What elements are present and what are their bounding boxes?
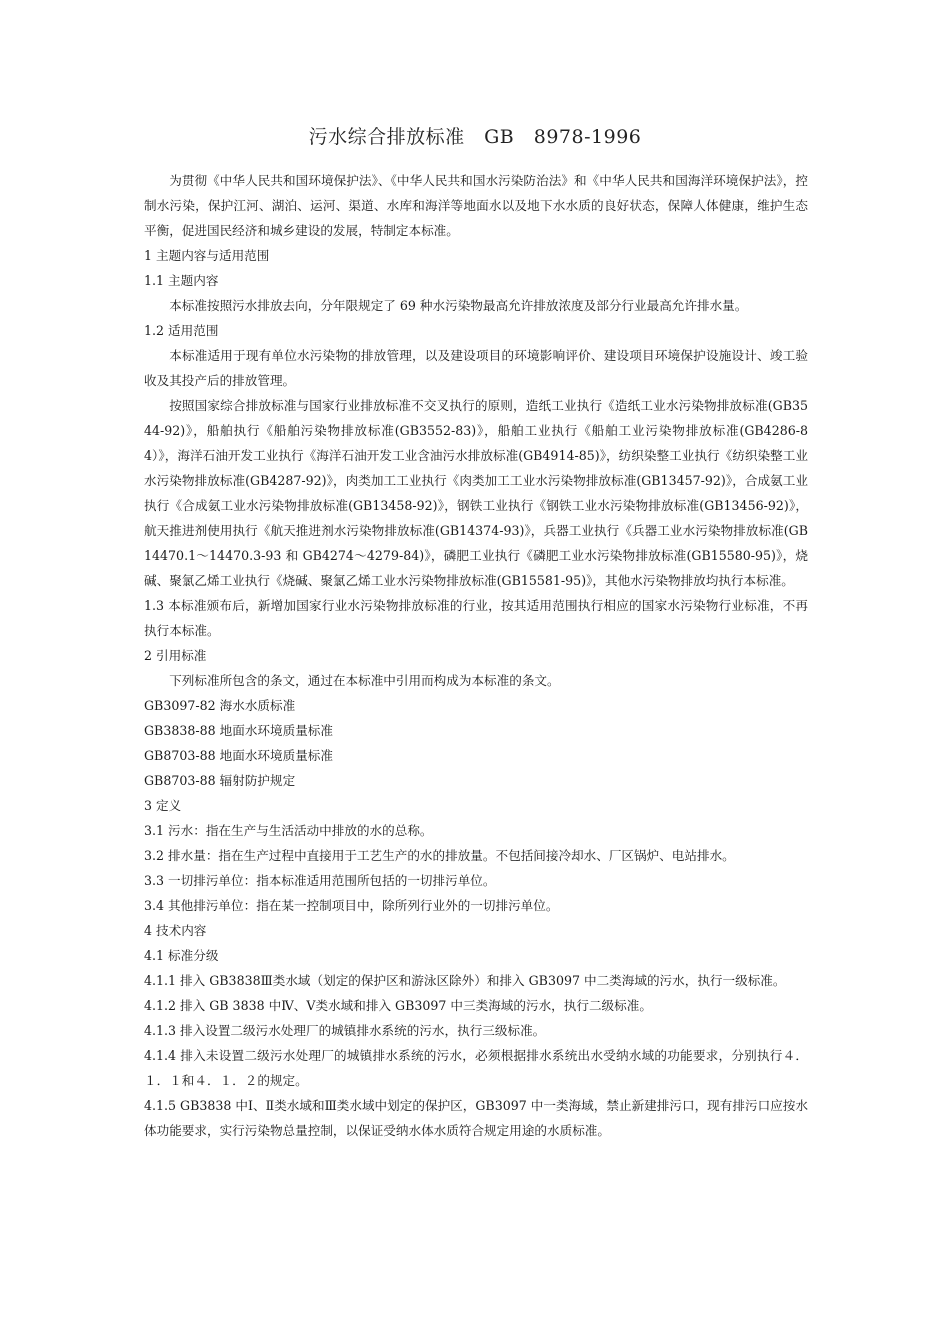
paragraph: 1.3 本标准颁布后，新增加国家行业水污染物排放标准的行业，按其适用范围执行相应的国家水污染物行业标准，不再执行本标准。: [144, 598, 808, 638]
paragraph: 本标准按照污水排放去向，分年限规定了 69 种水污染物最高允许排放浓度及部分行业最高允许排水量。: [169, 298, 748, 313]
paragraph: 4 技术内容: [144, 923, 207, 938]
paragraph: 3.3 一切排污单位：指本标准适用范围所包括的一切排污单位。: [144, 873, 496, 888]
paragraph: 为贯彻《中华人民共和国环境保护法》、《中华人民共和国水污染防治法》和《中华人民共和国海洋环境保护法》，控制水污染，保护江河、湖泊、运河、渠道、水库和海洋等地面水以及地下水水质的良好状态，保障人体健康，维护生态平衡，促进国民经济和城乡建设的发展，特制定本标准。: [144, 173, 808, 238]
paragraph: 1.2 适用范围: [144, 323, 219, 338]
paragraph: 4.1 标准分级: [144, 948, 219, 963]
paragraph: 4.1.4 排入未设置二级污水处理厂的城镇排水系统的污水，必须根据排水系统出水受纳水域的功能要求，分别执行４．１．１和４．１．２的规定。: [144, 1048, 808, 1088]
paragraph: 1 主题内容与适用范围: [144, 248, 270, 263]
paragraph: 3.1 污水：指在生产与生活活动中排放的水的总称。: [144, 823, 433, 838]
paragraph: 4.1.2 排入 GB 3838 中Ⅳ、Ⅴ类水域和排入 GB3097 中三类海域的污水，执行二级标准。: [144, 998, 652, 1013]
paragraph: GB8703-88 地面水环境质量标准: [144, 748, 333, 763]
paragraph: 下列标准所包含的条文，通过在本标准中引用而构成为本标准的条文。: [169, 673, 560, 688]
paragraph: 3.2 排水量：指在生产过程中直接用于工艺生产的水的排放量。不包括间接冷却水、厂区锅炉、电站排水。: [144, 848, 735, 863]
paragraph: 4.1.1 排入 GB3838Ⅲ类水域（划定的保护区和游泳区除外）和排入 GB3097 中二类海域的污水，执行一级标准。: [144, 973, 786, 988]
paragraph: GB3838-88 地面水环境质量标准: [144, 723, 333, 738]
paragraph: 4.1.5 GB3838 中Ⅰ、Ⅱ类水域和Ⅲ类水域中划定的保护区，GB3097 中一类海域，禁止新建排污口，现有排污口应按水体功能要求，实行污染物总量控制，以保证受纳水体水质符合规定用途的水质标准。: [144, 1098, 808, 1138]
paragraph: GB3097-82 海水水质标准: [144, 698, 296, 713]
paragraph: 本标准适用于现有单位水污染物的排放管理，以及建设项目的环境影响评价、建设项目环境保护设施设计、竣工验收及其投产后的排放管理。: [144, 348, 808, 388]
paragraph: 2 引用标准: [144, 648, 207, 663]
document-title: 污水综合排放标准 GB 8978-1996: [308, 126, 642, 148]
paragraph: GB8703-88 辐射防护规定: [144, 773, 296, 788]
document-body: [144, 168, 808, 1143]
paragraph: 3 定义: [144, 798, 182, 813]
paragraph: 3.4 其他排污单位：指在某一控制项目中，除所列行业外的一切排污单位。: [144, 898, 559, 913]
paragraph: 4.1.3 排入设置二级污水处理厂的城镇排水系统的污水，执行三级标准。: [144, 1023, 546, 1038]
paragraph: 1.1 主题内容: [144, 273, 219, 288]
paragraph: 按照国家综合排放标准与国家行业排放标准不交叉执行的原则，造纸工业执行《造纸工业水污染物排放标准(GB3544-92)》，船舶执行《船舶污染物排放标准(GB3552-83)》，船舶工业执行《船舶工业污染物排放标准(GB4286-84）》，海洋石油开发工业执行《海洋石油开发工业含油污水排放标准(GB4914-85)》，纺织染整工业执行《纺织染整工业水污染物排放标准(GB4287-92)》，肉类加工工业执行《肉类加工工业水污染物排放标准(GB13457-92)》，合成氨工业执行《合成氨工业水污染物排放标准(GB13458-92)》，钢铁工业执行《钢铁工业水污染物排放标准(GB13456-92)》，航天推进剂使用执行《航天推进剂水污染物排放标准(GB14374-93)》，兵器工业执行《兵器工业水污染物排放标准(GB14470.1～14470.3-93 和 GB4274～4279-84)》，磷肥工业执行《磷肥工业水污染物排放标准(GB15580-95)》，烧碱、聚氯乙烯工业执行《烧碱、聚氯乙烯工业水污染物排放标准(GB15581-95)》，其他水污染物排放均执行本标准。: [144, 398, 808, 588]
